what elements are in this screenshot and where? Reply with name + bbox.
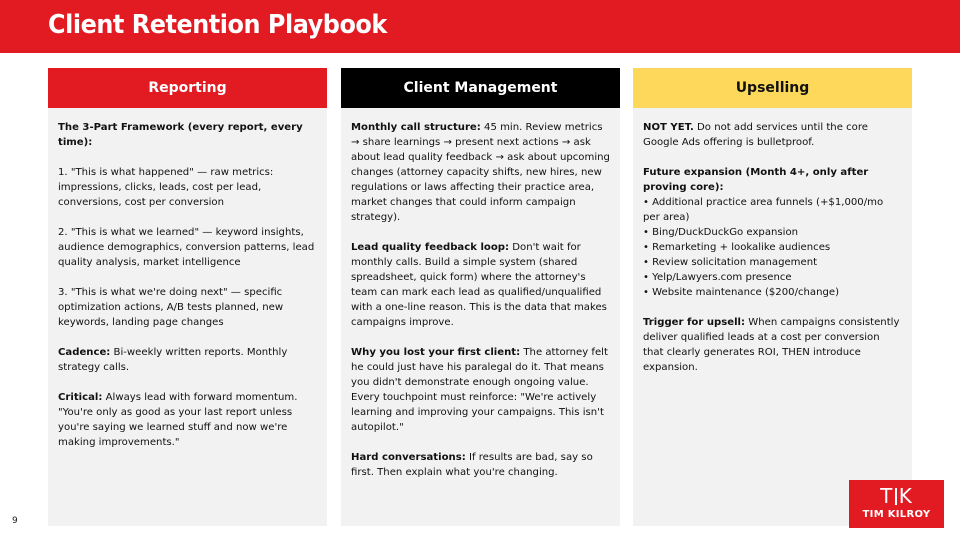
trigger-text: When campaigns consistently deliver qualified leads at a cost per conversion that clearly generates ROI, THEN introduce expansion.	[643, 317, 900, 373]
list-item: • Remarketing + lookalike audiences	[643, 242, 831, 253]
feedback-loop-label: Lead quality feedback loop:	[351, 242, 510, 253]
cadence-paragraph	[58, 345, 317, 375]
critical-text: Always lead with forward momentum. "You're only as good as your last report unless you're saying we learned stuff and now we're making improvements."	[58, 392, 298, 448]
hard-conversations-paragraph	[351, 450, 610, 480]
lost-client-paragraph	[351, 345, 610, 435]
lost-client-text: The attorney felt he could just have his paralegal do it. That means you didn't demonstrate enough ongoing value. Every touchpoint must reinforce: "We're actively learning and improving your campaigns. This isn't autopilot."	[351, 347, 608, 433]
reporting-column	[48, 68, 327, 526]
framework-item-3: 3. "This is what we're doing next" — specific optimization actions, A/B tests planned, new keywords, landing page changes	[58, 287, 284, 328]
call-structure-paragraph	[351, 120, 610, 225]
critical-label: Critical:	[58, 392, 103, 403]
trigger-paragraph	[643, 315, 902, 375]
future-expansion-heading: Future expansion (Month 4+, only after proving core):	[643, 167, 869, 193]
logo-monogram: T K	[880, 484, 913, 508]
framework-heading: The 3-Part Framework (every report, every time):	[58, 122, 303, 148]
framework-item-2: 2. "This is what we learned" — keyword insights, audience demographics, conversion patterns, lead quality analysis, market intelligence	[58, 227, 315, 268]
client-management-header: Client Management	[341, 68, 620, 108]
logo-name: TIM KILROY	[862, 509, 931, 520]
list-item: • Review solicitation management	[643, 257, 818, 268]
title-bar	[0, 0, 960, 53]
cadence-label: Cadence:	[58, 347, 111, 358]
framework-item-1: 1. "This is what happened" — raw metrics: impressions, clicks, leads, cost per lead, conversions, cost per conversion	[58, 167, 274, 208]
page-number: 9	[12, 516, 18, 526]
feedback-loop-paragraph	[351, 240, 610, 330]
not-yet-paragraph	[643, 120, 902, 150]
call-structure-text: 45 min. Review metrics → share learnings → present next actions → ask about lead quality feedback → ask about upcoming changes (attorney capacity shifts, new hires, new regulations or laws affecting their practice area, market changes that could inform campaign strategy).	[351, 122, 610, 223]
list-item: • Bing/DuckDuckGo expansion	[643, 227, 799, 238]
cadence-text: Bi-weekly written reports. Monthly strategy calls.	[58, 347, 288, 373]
critical-paragraph	[58, 390, 317, 450]
hard-conversations-text: If results are bad, say so first. Then explain what you're changing.	[351, 452, 593, 478]
list-item: • Additional practice area funnels (+$1,000/mo per area)	[643, 197, 884, 223]
hard-conversations-label: Hard conversations:	[351, 452, 466, 463]
list-item: • Website maintenance ($200/change)	[643, 287, 840, 298]
trigger-label: Trigger for upsell:	[643, 317, 746, 328]
list-item: • Yelp/Lawyers.com presence	[643, 272, 792, 283]
reporting-header: Reporting	[48, 68, 327, 108]
client-management-column	[341, 68, 620, 526]
feedback-loop-text: Don't wait for monthly calls. Build a simple system (shared spreadsheet, quick form) where the attorney's team can mark each lead as qualified/unqualified with a one-line reason. This is the data that makes campaigns improve.	[351, 242, 607, 328]
future-expansion-list	[643, 195, 902, 300]
lost-client-label: Why you lost your first client:	[351, 347, 521, 358]
upselling-body	[633, 108, 912, 375]
upselling-column	[633, 68, 912, 526]
client-management-body	[341, 108, 620, 480]
upselling-header: Upselling	[633, 68, 912, 108]
not-yet-label: NOT YET.	[643, 122, 694, 133]
call-structure-label: Monthly call structure:	[351, 122, 481, 133]
slide-title: Client Retention Playbook	[48, 10, 387, 40]
not-yet-text: Do not add services until the core Google Ads offering is bulletproof.	[643, 122, 868, 148]
reporting-body	[48, 108, 327, 450]
tim-kilroy-logo	[849, 480, 944, 528]
